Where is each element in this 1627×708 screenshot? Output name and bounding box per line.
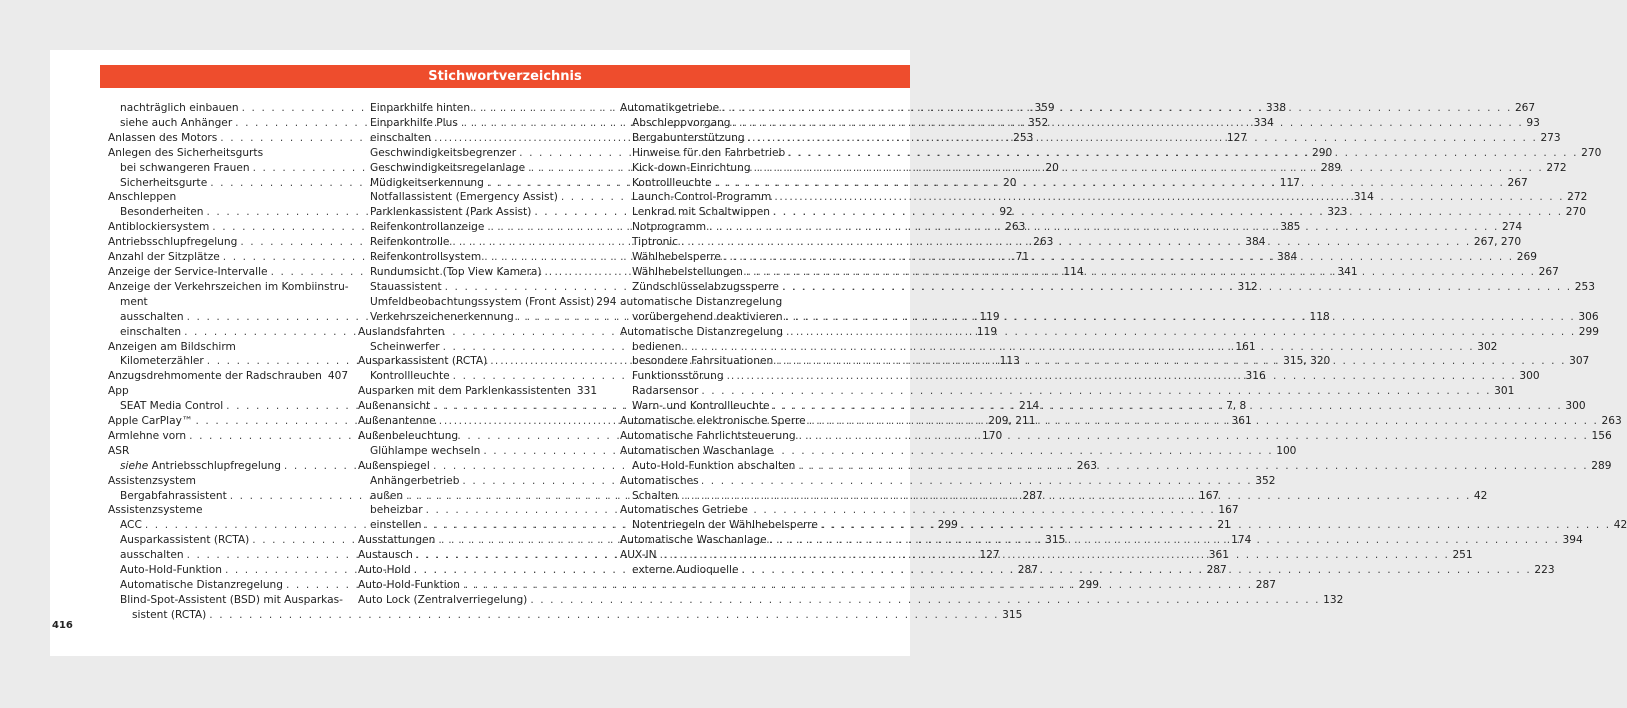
entry-page: 92 (999, 206, 1013, 219)
entry-text: automatische Distanzregelung (620, 295, 783, 308)
index-entry (620, 444, 850, 459)
entry-text: Einparkhilfe Plus (370, 116, 458, 129)
entry-page: 352 (1255, 474, 1276, 487)
entry-page: 287 (1017, 564, 1038, 577)
entry-text: Müdigkeitserkennung (370, 176, 484, 189)
entry-text: Automatisches (620, 474, 699, 487)
entry-page: 42 (1613, 519, 1627, 532)
leader-dots (463, 578, 1253, 593)
entry-text: beheizbar (370, 504, 423, 517)
entry-page: 119 (976, 325, 998, 338)
entry-text: Außenspiegel (358, 459, 430, 472)
entry-page: 352 (1028, 116, 1049, 129)
entry-page: 209, 211 (988, 415, 1036, 428)
entry-page: 7, 8 (1226, 400, 1247, 413)
entry-text: Auto-Hold-Funktion (358, 579, 460, 591)
entry-page: 132 (1323, 593, 1344, 606)
entry-page: 263 (1033, 236, 1054, 249)
entry-page: 267 (1507, 176, 1528, 189)
leader-dots (776, 354, 1566, 369)
entry-page: 167 (1198, 489, 1220, 502)
entry-page: 113 (999, 355, 1020, 368)
index-entry (358, 295, 617, 310)
entry-text: Abschleppvorgang (632, 116, 731, 129)
index-entry (108, 295, 338, 310)
entry-text: App (108, 385, 129, 398)
entry-page: 331 (576, 385, 598, 398)
entry-text: Geschwindigkeitsbegrenzer (370, 146, 517, 159)
entry-page: 287 (1022, 489, 1043, 502)
entry-text: Warn- und Kontrollleuchte (632, 400, 770, 413)
entry-page: 289 (1320, 161, 1342, 174)
entry-page: 270 (1565, 206, 1587, 219)
index-entry (108, 190, 338, 205)
entry-text: Außenbeleuchtung (358, 429, 459, 442)
leader-dots (462, 474, 1252, 489)
leader-dots (530, 593, 1320, 608)
index-entry (358, 325, 588, 340)
index-entry (358, 593, 1344, 608)
leader-dots (809, 414, 1599, 429)
entry-page: 127 (1226, 131, 1248, 144)
entry-text: Anzeige der Service-Intervalle (108, 265, 268, 278)
entry-page: 267, 270 (1473, 236, 1522, 249)
index-entry (108, 384, 338, 399)
leader-dots (799, 429, 1589, 444)
leader-dots (483, 444, 1273, 459)
entry-page: 253 (1574, 280, 1595, 293)
entry-text: Glühlampe wechseln (370, 444, 481, 457)
entry-page: 299 (1078, 579, 1100, 591)
entry-page: 316 (1245, 370, 1266, 383)
entry-text: vorübergehend deaktivieren (632, 310, 783, 323)
entry-page: 407 (327, 370, 349, 383)
entry-text: Bergabfahrassistent (120, 489, 227, 502)
entry-text: Besonderheiten (120, 206, 204, 219)
entry-text: Anlassen des Motors (108, 131, 218, 144)
leader-dots (798, 459, 1588, 474)
page-number: 416 (52, 620, 73, 631)
entry-text: Scheinwerfer (370, 340, 440, 353)
leader-dots (773, 205, 1563, 220)
entry-page: 299 (1578, 325, 1600, 338)
entry-page: 42 (1473, 489, 1488, 502)
entry-page: 287 (1206, 564, 1227, 577)
entry-page: 302 (1477, 340, 1498, 353)
page-header (100, 65, 910, 88)
index-entry (108, 474, 338, 489)
entry-text: Assistenzsystem (108, 474, 196, 487)
entry-text: Wählhebelsperre (632, 251, 721, 264)
entry-page: 156 (1591, 429, 1612, 442)
entry-page: 315 (1002, 608, 1023, 621)
entry-text: siehe Antriebsschlupfregelung (120, 459, 281, 472)
entry-text: Automatische Distanzregelung (120, 579, 283, 591)
entry-text: Anzahl der Sitzplätze (108, 251, 220, 264)
entry-page: 263 (1005, 221, 1026, 234)
entry-text: Apple CarPlay™ (108, 415, 193, 428)
entry-text: Auslandsfahrten (358, 325, 445, 338)
entry-text: Umfeldbeobachtungssystem (Front Assist) (370, 295, 595, 308)
entry-text: Auto-Hold-Funktion (120, 564, 222, 577)
entry-text: Austausch (358, 549, 413, 562)
leader-dots (821, 518, 1611, 533)
entry-text: Ausparkassistent (RCTA) (120, 534, 250, 547)
entry-text: Antriebsschlupfregelung (108, 236, 238, 249)
entry-text: Anhängerbetrieb (370, 474, 460, 487)
entry-text: Zündschlüsselabzugssperre (632, 280, 779, 293)
entry-page: 174 (1231, 534, 1252, 547)
entry-text: siehe auch Anhänger (120, 116, 233, 129)
entry-text: ment (120, 295, 148, 308)
index-entry (358, 429, 588, 444)
entry-text: Ausparkassistent (RCTA) (358, 355, 488, 368)
leader-dots (681, 235, 1471, 250)
entry-page: 214 (1019, 400, 1040, 413)
entry-text: einschalten (370, 131, 432, 144)
entry-text: Tiptronic (632, 236, 679, 249)
entry-page: 114 (1063, 265, 1084, 278)
entry-page: 314 (1353, 191, 1374, 204)
entry-page: 272 (1546, 161, 1567, 174)
entry-page: 270 (1581, 146, 1602, 159)
entry-text: Reifenkontrolle (370, 236, 450, 249)
entry-page: 269 (1516, 251, 1537, 264)
entry-text: Hinweise für den Fahrbetrieb (632, 146, 786, 159)
entry-page: 117 (1279, 176, 1300, 189)
entry-text: Sicherheitsgurte (120, 176, 208, 189)
entry-text: Geschwindigkeitsregelanlage (370, 161, 526, 174)
entry-text: externe Audioquelle (632, 564, 739, 577)
entry-page: 294 (596, 295, 617, 308)
entry-page: 267 (1514, 102, 1536, 114)
leader-dots (701, 384, 1491, 399)
entry-page: 312 (1237, 280, 1258, 293)
entry-text: Auto-Hold (358, 564, 411, 577)
entry-text: Notprogramm (632, 221, 707, 234)
entry-page: 127 (979, 549, 1000, 562)
leader-dots (788, 146, 1578, 161)
entry-text: ACC (120, 519, 142, 532)
entry-page: 263 (1601, 415, 1622, 428)
entry-text: Parklenkassistent (Park Assist) (370, 206, 532, 219)
entry-page: 251 (1452, 549, 1473, 562)
index-entry (108, 503, 338, 518)
entry-page: 20 (1045, 161, 1059, 174)
entry-page: 20 (1003, 176, 1017, 189)
leader-dots (786, 325, 1576, 340)
entry-text: Funktionsstörung (632, 370, 724, 383)
leader-dots (746, 265, 1536, 280)
entry-page: 170 (981, 429, 1003, 442)
entry-page: 263 (1076, 459, 1097, 472)
entry-text: Anlegen des Sicherheitsgurts (108, 146, 264, 159)
leader-dots (754, 161, 1544, 176)
leader-dots (773, 399, 1563, 414)
index-entry (108, 593, 343, 608)
entry-page: 359 (1034, 102, 1055, 114)
entry-text: Anzugsdrehmomente der Radschrauben (108, 370, 322, 383)
entry-text: Automatikgetriebe (620, 102, 720, 114)
leader-dots (734, 116, 1524, 131)
entry-text: Blind-Spot-Assistent (BSD) mit Ausparkas- (120, 593, 343, 606)
entry-page: 300 (1519, 370, 1540, 383)
entry-text: Verkehrszeichenerkennung (370, 310, 514, 323)
entry-text: Kilometerzähler (120, 355, 204, 368)
leader-dots (722, 101, 1512, 116)
index-entry (108, 608, 1023, 623)
leader-dots (660, 548, 1450, 563)
entry-text: Antiblockiersystem (108, 221, 210, 234)
entry-text: bedienen (632, 340, 682, 353)
entry-text: außen (370, 489, 404, 502)
entry-text: Kontrollleuchte (370, 370, 450, 383)
index-entry (108, 340, 338, 355)
leader-dots (209, 608, 999, 623)
entry-page: 361 (1231, 415, 1252, 428)
leader-dots (684, 340, 1474, 355)
entry-text: einschalten (120, 325, 182, 338)
page-title: Stichwortverzeichnis (428, 69, 582, 84)
entry-text: AUX-IN (620, 549, 657, 562)
entry-page: 301 (1494, 385, 1515, 398)
entry-page: 299 (937, 519, 958, 532)
entry-text: Notentriegeln der Wählhebelsperre (632, 519, 818, 532)
entry-page: 338 (1265, 102, 1287, 114)
entry-text: Lenkrad mit Schaltwippen (632, 206, 770, 219)
entry-text: Automatischen Waschanlage (620, 444, 774, 457)
entry-text: Assistenzsysteme (108, 504, 203, 517)
entry-text: Kick-down-Einrichtung (632, 161, 751, 174)
entry-page: 119 (979, 310, 1000, 323)
index-entry (108, 280, 349, 295)
entry-text: Bergabunterstützung (632, 131, 745, 144)
entry-text: ASR (108, 444, 130, 457)
entry-page: 384 (1277, 251, 1298, 264)
entry-text: ausschalten (120, 310, 184, 323)
entry-text: Rundumsicht (Top View Kamera) (370, 265, 542, 278)
index-entry (108, 369, 349, 384)
index-entry (358, 384, 598, 399)
entry-text: besondere Fahrsituationen (632, 355, 774, 368)
entry-prefix: siehe (120, 459, 149, 472)
entry-text: Reifenkontrollsystem (370, 251, 482, 264)
entry-text: Automatische Waschanlage (620, 534, 767, 547)
entry-page: 93 (1526, 116, 1540, 129)
entry-page: 273 (1540, 131, 1561, 144)
entry-page: 361 (1208, 549, 1229, 562)
entry-text: Notfallassistent (Emergency Assist) (370, 191, 558, 204)
entry-text: Reifenkontrollanzeige (370, 221, 485, 234)
entry-text: Ausparken mit dem Parklenkassistenten (358, 385, 571, 398)
leader-dots (782, 280, 1572, 295)
entry-page: 334 (1253, 116, 1274, 129)
entry-page: 267 (1538, 265, 1559, 278)
entry-text: Schalten (632, 489, 679, 502)
entry-text: ausschalten (120, 549, 184, 562)
entry-text: bei schwangeren Frauen (120, 161, 250, 174)
leader-dots (786, 310, 1576, 325)
entry-page: 290 (1311, 146, 1333, 159)
entry-text: Anzeigen am Bildschirm (108, 340, 236, 353)
leader-dots (748, 131, 1538, 146)
entry-text: Kontrollleuchte (632, 176, 712, 189)
entry-text: Automatische Fahrlichtsteuerung (620, 429, 796, 442)
entry-text: Armlehne vorn (108, 429, 187, 442)
entry-page: 272 (1567, 191, 1588, 204)
entry-page: 394 (1562, 534, 1583, 547)
entry-text: Ausstattungen (358, 534, 436, 547)
entry-page: 315 (1045, 534, 1066, 547)
entry-text: Einparkhilfe hinten (370, 102, 471, 114)
entry-page: 161 (1235, 340, 1256, 353)
entry-text: Launch-Control-Programm (632, 191, 772, 204)
entry-page: 223 (1534, 564, 1555, 577)
entry-page: 118 (1309, 310, 1330, 323)
entry-page: 21 (1217, 519, 1231, 532)
entry-page: 306 (1578, 310, 1599, 323)
leader-dots (727, 369, 1517, 384)
entry-text: Auto Lock (Zentralverriegelung) (358, 593, 528, 606)
entry-text: Anzeige der Verkehrszeichen im Kombiinstru- (108, 280, 349, 293)
entry-text: sistent (RCTA) (132, 608, 207, 621)
index-entry (108, 444, 338, 459)
entry-page: 167 (1218, 504, 1239, 517)
entry-text: Automatische elektronische Sperre (620, 415, 806, 428)
entry-page: 315, 320 (1283, 355, 1331, 368)
index-page (50, 50, 1627, 656)
entry-text: Außenantenne (358, 415, 436, 428)
entry-text: Automatisches Getriebe (620, 504, 748, 517)
entry-text: Auto-Hold-Funktion abschalten (632, 459, 796, 472)
entry-text: Stauassistent (370, 280, 442, 293)
leader-dots (681, 489, 1471, 504)
entry-page: 300 (1565, 400, 1586, 413)
leader-dots (770, 533, 1560, 548)
leader-dots (715, 176, 1505, 191)
entry-page: 384 (1245, 236, 1266, 249)
entry-page: 307 (1569, 355, 1590, 368)
entry-page: 71 (1015, 251, 1030, 264)
entry-text: SEAT Media Control (120, 400, 224, 413)
entry-text: nachträglich einbauen (120, 102, 239, 114)
entry-page: 100 (1276, 444, 1297, 457)
index-entry (620, 384, 1515, 399)
entry-page: 253 (1013, 131, 1034, 144)
entry-text: Automatische Distanzregelung (620, 325, 783, 338)
leader-dots (774, 190, 1564, 205)
entry-text: einstellen (370, 519, 422, 532)
entry-text: Radarsensor (632, 385, 699, 398)
entry-page: 289 (1591, 459, 1612, 472)
entry-text: Außenansicht (358, 400, 431, 413)
index-entry (620, 503, 850, 518)
index-entry (620, 474, 850, 489)
leader-dots (709, 220, 1499, 235)
index-entry (108, 146, 338, 161)
leader-dots (742, 563, 1532, 578)
entry-text: Anschleppen (108, 191, 177, 204)
entry-page: 385 (1280, 221, 1301, 234)
leader-dots (724, 250, 1514, 265)
entry-page: 323 (1327, 206, 1348, 219)
entry-page: 274 (1501, 221, 1523, 234)
index-entry (358, 459, 588, 474)
entry-page: 341 (1337, 265, 1358, 278)
entry-page: 287 (1255, 579, 1276, 591)
index-entry (620, 295, 850, 310)
entry-text: Wählhebelstellungen (632, 265, 743, 278)
